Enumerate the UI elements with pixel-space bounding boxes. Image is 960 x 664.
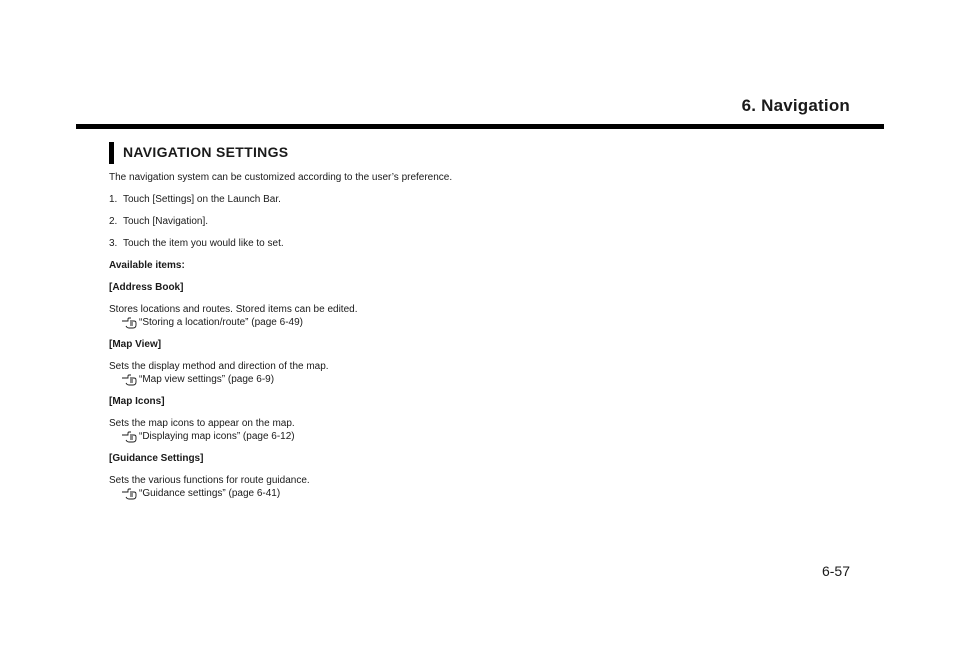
item-label-address-book: [Address Book] xyxy=(109,282,184,293)
step-item xyxy=(109,215,569,228)
reference-text: “Displaying map icons” (page 6-12) xyxy=(139,431,295,442)
item-reference[interactable] xyxy=(109,373,569,386)
item-description: Sets the display method and direction of the map. xyxy=(109,361,329,372)
reference-text: “Map view settings” (page 6-9) xyxy=(139,374,275,385)
section-heading-text: NAVIGATION SETTINGS xyxy=(123,144,289,160)
item-description: Sets the various functions for route guidance. xyxy=(109,475,310,486)
reference-text: “Guidance settings” (page 6-41) xyxy=(139,488,281,499)
section-heading xyxy=(109,142,569,164)
item-description: Sets the map icons to appear on the map. xyxy=(109,418,295,429)
item-reference[interactable] xyxy=(109,487,569,500)
item-label-map-view: [Map View] xyxy=(109,339,162,350)
item-label-guidance-settings: [Guidance Settings] xyxy=(109,453,204,464)
intro-text: The navigation system can be customized according to the user’s preference. xyxy=(109,172,453,183)
step-item xyxy=(109,193,569,206)
item-description: Stores locations and routes. Stored items can be edited. xyxy=(109,304,358,315)
reference-pointer-icon xyxy=(121,488,137,500)
reference-pointer-icon xyxy=(121,317,137,329)
item-reference[interactable] xyxy=(109,430,569,443)
step-text: Touch [Navigation]. xyxy=(123,216,209,227)
chapter-divider xyxy=(76,124,884,129)
available-items-label: Available items: xyxy=(109,260,185,271)
steps-list xyxy=(109,193,569,250)
heading-bar xyxy=(109,142,114,164)
step-item xyxy=(109,237,569,250)
step-number: 1. xyxy=(109,194,118,205)
item-label-map-icons: [Map Icons] xyxy=(109,396,165,407)
step-text: Touch the item you would like to set. xyxy=(123,238,284,249)
reference-pointer-icon xyxy=(121,374,137,386)
page-number: 6-57 xyxy=(821,563,850,579)
reference-text: “Storing a location/route” (page 6-49) xyxy=(139,317,303,328)
step-number: 3. xyxy=(109,238,118,249)
navigation-settings-section xyxy=(109,142,569,509)
reference-pointer-icon xyxy=(121,431,137,443)
step-number: 2. xyxy=(109,216,118,227)
step-text: Touch [Settings] on the Launch Bar. xyxy=(123,194,281,205)
chapter-title: 6. Navigation xyxy=(741,96,850,115)
item-reference[interactable] xyxy=(109,316,569,329)
